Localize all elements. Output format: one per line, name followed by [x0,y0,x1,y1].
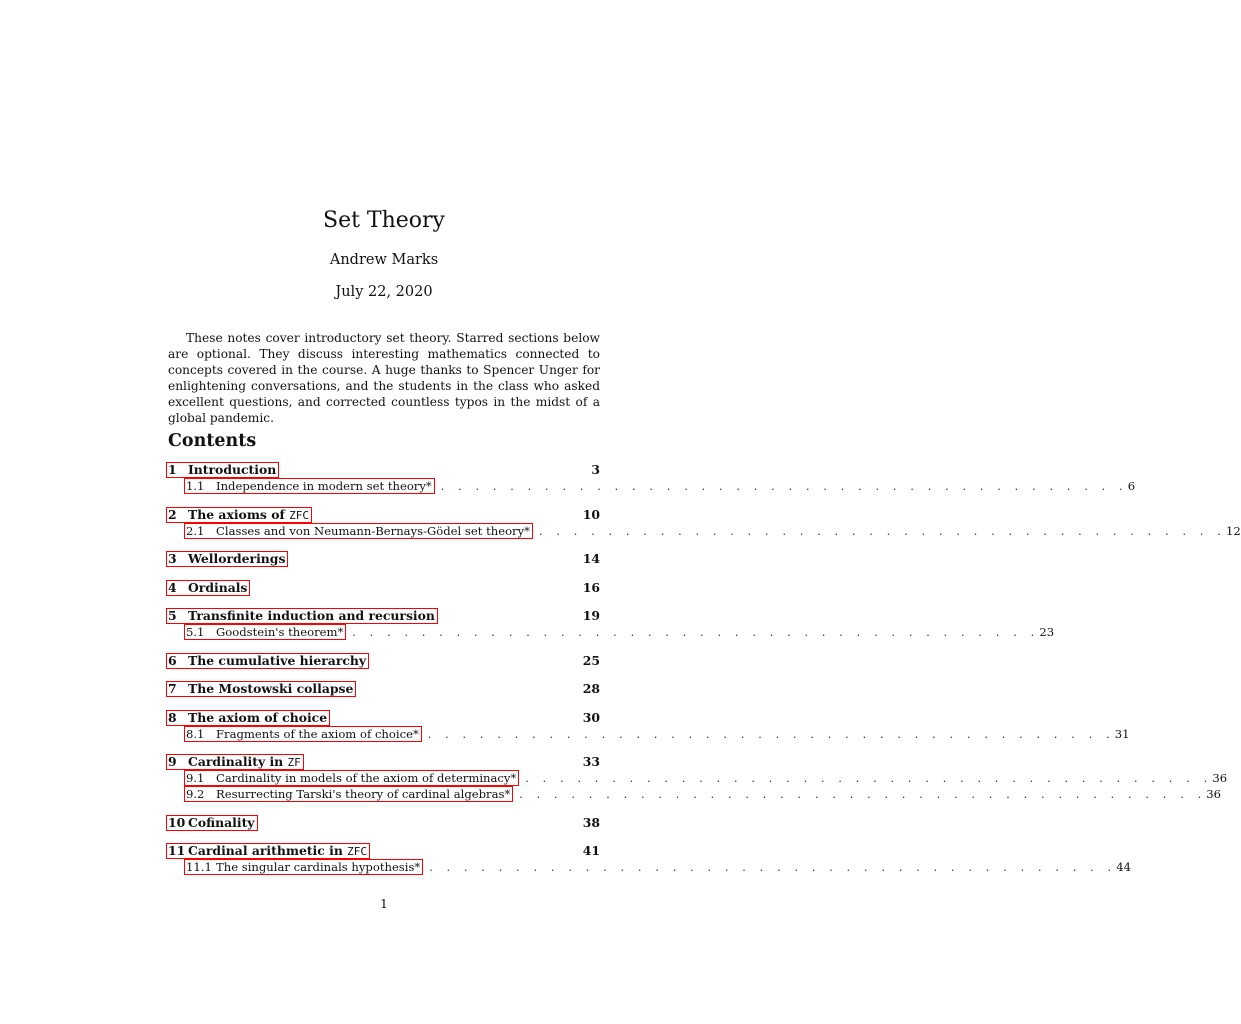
toc-section-number: 6 [168,652,177,668]
toc-section-title-math: ZFC [289,508,309,522]
toc-section-link[interactable] [166,815,258,831]
toc-section-link[interactable] [166,462,279,478]
toc-page-ref[interactable]: 19 [582,608,600,623]
toc-section [166,843,1132,875]
toc-subentry [166,859,1132,875]
toc-page-ref[interactable]: 44 [1116,860,1132,874]
toc-section [166,709,1130,742]
toc-subsection-link[interactable] [184,770,519,786]
toc-section [166,462,1136,494]
toc-subsection-link[interactable] [184,624,346,640]
toc-entry [166,681,600,697]
toc-subsection-number: 8.1 [186,726,205,741]
toc-subsection-link[interactable] [184,859,423,875]
toc-subsection-link[interactable] [184,523,533,539]
toc-leader-dots: . . . . . . . . . . . . . . . . . . . . . . . . . . . . . . . . . . . . . . . . [519,788,1207,801]
toc-section [166,580,600,596]
toc-section-title: Cofinality [188,814,255,830]
toc-section [166,754,1228,802]
toc-entry [166,507,600,523]
toc-section-title: The axiom of choice [188,709,328,725]
toc-section-link[interactable] [166,580,250,596]
toc-section-link[interactable] [166,710,330,726]
toc-page-ref[interactable]: 31 [1114,726,1130,741]
toc-page-ref[interactable]: 16 [582,579,600,595]
toc-subentry [166,726,1130,742]
toc-page-ref[interactable]: 14 [582,551,600,566]
toc-page-ref[interactable]: 38 [582,814,600,830]
toc-subsection-title: Classes and von Neumann-Bernays-Gödel set theory* [216,523,530,538]
toc-section [166,815,600,831]
toc-subsection-number: 1.1 [186,479,205,493]
toc-section-title: Cardinality in [188,754,288,769]
abstract: These notes cover introductory set theory. Starred sections below are optional. They discuss interesting mathematics connected to concepts covered in the course. A huge thanks to Spencer Unger for enlightening conversations, and the students in the class who asked excellent questions, and corrected countless typos in the midst of a global pandemic. [168,331,600,425]
toc-subsection-link[interactable] [184,726,422,742]
toc-section-number: 5 [168,608,177,623]
document-author: Andrew Marks [329,252,439,268]
toc-page-ref[interactable]: 41 [582,843,600,858]
toc-section [166,551,600,567]
toc-subentry [166,770,1228,786]
toc-page-ref[interactable]: 25 [582,652,600,668]
toc-leader-dots: . . . . . . . . . . . . . . . . . . . . . . . . . . . . . . . . . . . . . . . . [440,480,1128,493]
toc-section-number: 7 [168,681,177,696]
toc-section-link[interactable] [166,681,356,697]
table-of-contents [166,462,1241,888]
toc-leader-dots: . . . . . . . . . . . . . . . . . . . . . . . . . . . . . . . . . . . . . . . . [525,772,1213,785]
toc-section-link[interactable] [166,843,370,859]
toc-page-ref[interactable]: 10 [582,506,600,522]
toc-section-number: 2 [168,506,177,522]
toc-section-number: 10 [168,814,186,830]
toc-subsection-number: 5.1 [186,625,205,639]
toc-subsection-link[interactable] [184,478,435,494]
toc-section [166,681,600,697]
toc-subsection-title: The singular cardinals hypothesis* [216,860,421,874]
toc-entry [166,580,600,596]
toc-leader-dots: . . . . . . . . . . . . . . . . . . . . . . . . . . . . . . . . . . . . . . . . [427,727,1115,741]
toc-page-ref[interactable]: 28 [582,681,600,696]
toc-subentry [166,786,1222,802]
toc-section [166,608,1055,640]
toc-section-title: Cardinal arithmetic in [188,843,348,858]
toc-section-number: 1 [168,462,177,477]
toc-subsection-title: Goodstein's theorem* [216,625,344,639]
toc-section-link[interactable] [166,507,312,523]
toc-subsection-number: 9.1 [186,771,205,785]
contents-heading: Contents [168,431,257,451]
toc-section-number: 3 [168,551,177,566]
toc-subentry [166,624,1055,640]
toc-page-ref[interactable]: 30 [582,709,600,725]
toc-leader-dots: . . . . . . . . . . . . . . . . . . . . . . . . . . . . . . . . . . . . . . . . [538,524,1226,538]
toc-section-title: Transfinite induction and recursion [188,608,435,623]
toc-entry [166,843,600,859]
toc-subsection-link[interactable] [184,786,513,802]
document-title: Set Theory [323,208,445,233]
toc-section-number: 9 [168,754,177,769]
toc-entry [166,653,600,669]
toc-entry [166,608,600,624]
toc-section-number: 11 [168,843,186,858]
toc-subsection-title: Cardinality in models of the axiom of determinacy* [216,771,517,785]
toc-leader-dots: . . . . . . . . . . . . . . . . . . . . . . . . . . . . . . . . . . . . . . . . [352,626,1040,639]
toc-page-ref[interactable]: 23 [1039,625,1055,639]
toc-section-link[interactable] [166,551,288,567]
toc-section [166,506,1241,539]
toc-entry [166,710,600,726]
page-number: 1 [380,896,388,911]
toc-entry [166,551,600,567]
toc-section-title: The axioms of [188,506,290,522]
toc-subsection-number: 2.1 [186,523,205,538]
toc-page-ref[interactable]: 12 [1225,523,1241,538]
toc-subentry [166,523,1241,539]
toc-section [166,653,600,669]
toc-section-link[interactable] [166,608,438,624]
toc-section-title: Wellorderings [188,551,286,566]
toc-section-link[interactable] [166,653,369,669]
toc-subsection-number: 9.2 [186,787,205,801]
toc-entry [166,462,600,478]
toc-section-title: Ordinals [188,579,248,595]
toc-page-ref[interactable]: 33 [582,754,600,769]
toc-section-title: Introduction [188,462,277,477]
toc-section-number: 8 [168,709,177,725]
toc-page-ref[interactable]: 6 [1127,479,1136,493]
toc-page-ref[interactable]: 3 [591,462,600,477]
toc-subsection-title: Fragments of the axiom of choice* [216,726,419,741]
toc-section-number: 4 [168,579,177,595]
toc-section-title: The Mostowski collapse [188,681,354,696]
toc-subsection-title: Independence in modern set theory* [216,479,432,493]
toc-subsection-title: Resurrecting Tarski's theory of cardinal algebras* [216,787,511,801]
document-date: July 22, 2020 [335,284,433,300]
toc-section-link[interactable] [166,754,304,770]
toc-subsection-number: 11.1 [186,860,212,874]
toc-entry [166,815,600,831]
toc-page-ref[interactable]: 36 [1206,787,1222,801]
toc-section-title-math: ZFC [347,845,368,858]
toc-section-title: The cumulative hierarchy [188,652,367,668]
toc-entry [166,754,600,770]
toc-leader-dots: . . . . . . . . . . . . . . . . . . . . . . . . . . . . . . . . . . . . . . . . [429,861,1117,874]
toc-subentry [166,478,1136,494]
toc-page-ref[interactable]: 36 [1212,771,1228,785]
toc-section-title-math: ZF [287,756,301,769]
